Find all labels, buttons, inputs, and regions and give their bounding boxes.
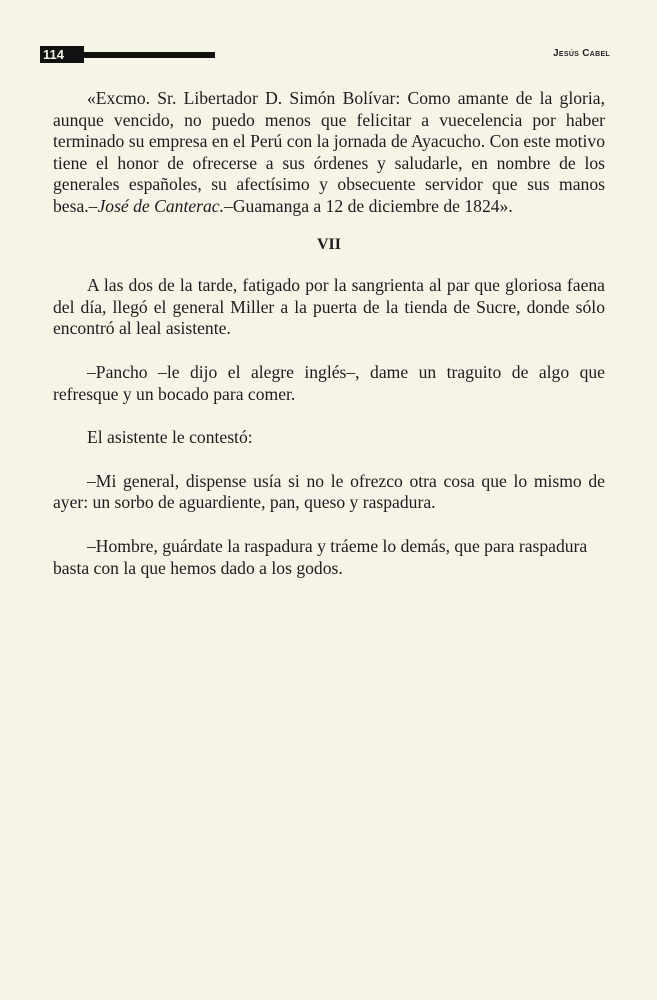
page-header [40,46,620,66]
paragraph: –Pancho –le dijo el alegre inglés–, dame un traguito de algo que refresque y un bocado para comer. [53,361,605,404]
paragraph: –Mi general, dispense usía si no le ofrezco otra cosa que lo mismo de ayer: un sorbo de aguardiente, pan, queso y raspadura. [53,470,605,513]
letter-paragraph [53,88,605,218]
paragraph: A las dos de la tarde, fatigado por la sangrienta al par que gloriosa faena del día, llegó el general Miller a la puerta de la tienda de Sucre, donde sólo encontró al leal asistente. [53,275,605,339]
letter-signature: José de Canterac. [97,195,225,216]
running-head: Jesús Cabel [553,48,610,59]
page-number: 114 [40,46,84,63]
letter-closing: –Guamanga a 12 de diciembre de 1824». [224,195,513,216]
header-rule [84,52,215,58]
paragraph: –Hombre, guárdate la raspadura y tráeme lo demás, que para raspadura basta con la que hemos dado a los godos. [53,535,588,578]
letter-text: «Excmo. Sr. Libertador D. Simón Bolívar: Como amante de la gloria, aunque vencido, no puedo menos que felicitar a vuecelencia por haber terminado su empresa en el Perú con la jornada de Ayacucho. Con este motivo tiene el honor de ofrecerse a sus órdenes y saludarle, en nombre de los generales españoles, su afectísimo y obsecuente servidor que sus manos besa.– [53,88,605,216]
paragraph: El asistente le contestó: [87,427,253,448]
section-title: VII [316,235,341,253]
page-body [53,88,605,579]
